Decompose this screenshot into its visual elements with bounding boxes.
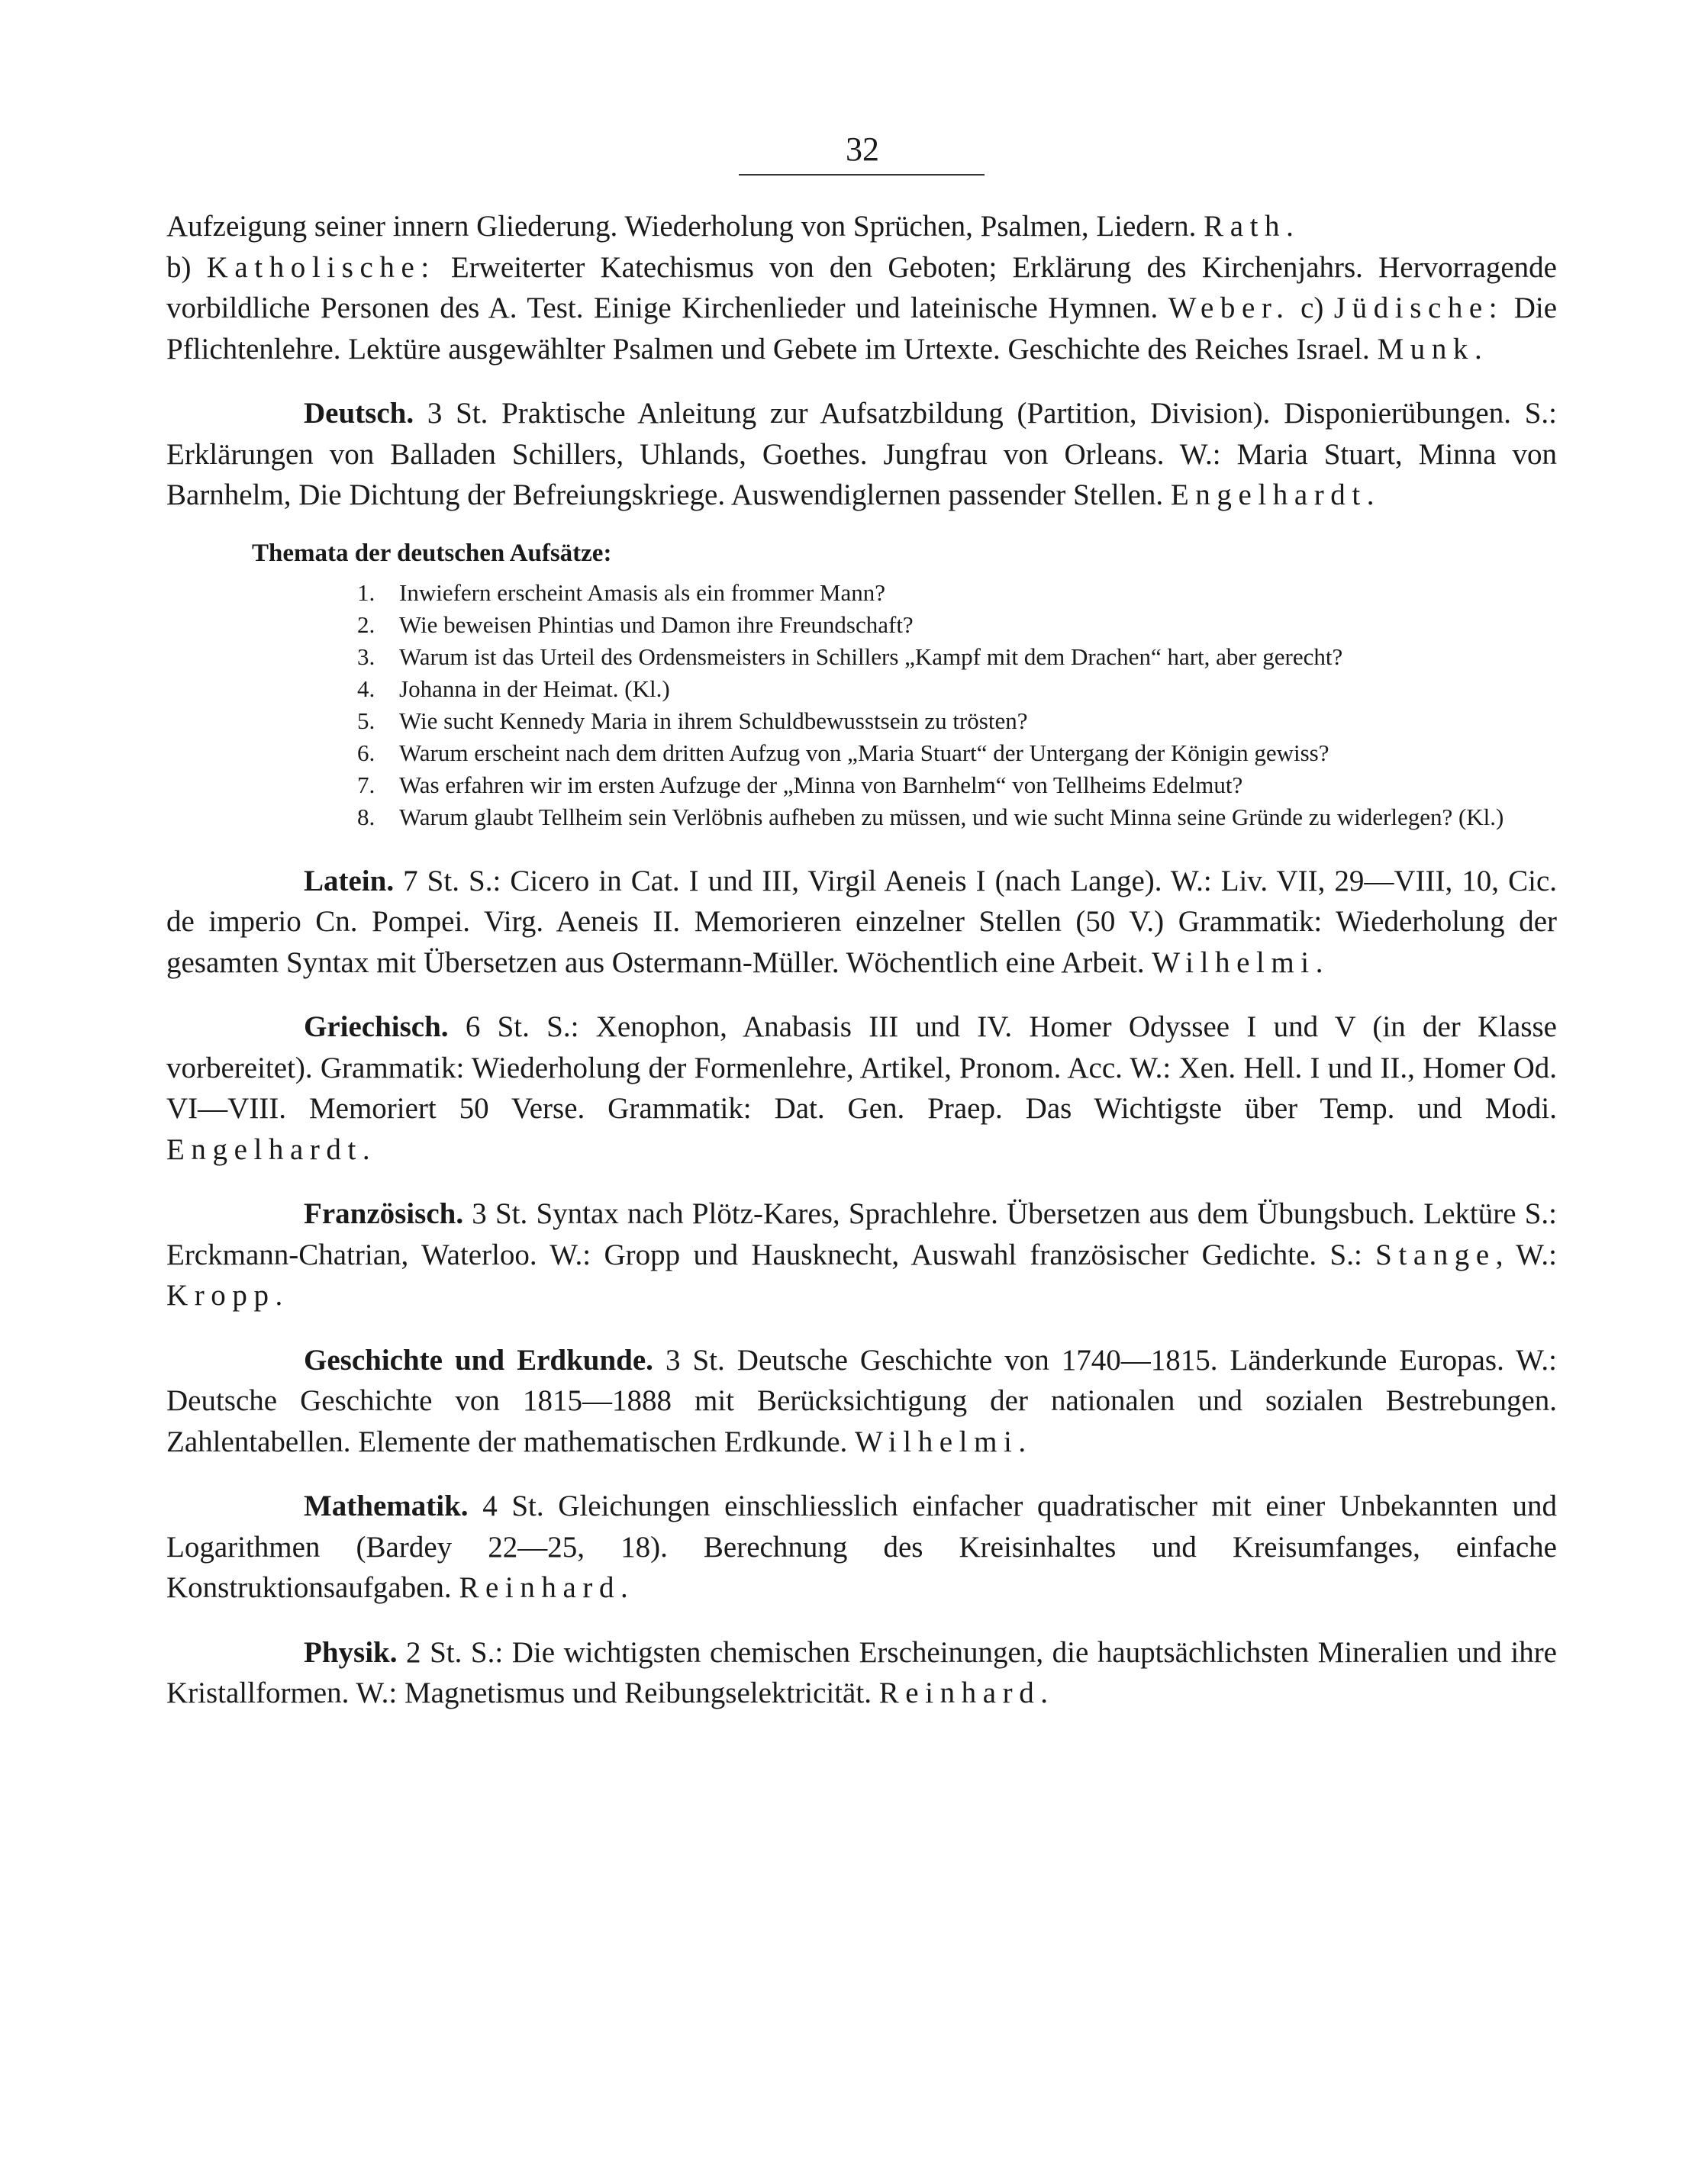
themata-number: 6. xyxy=(357,739,375,766)
franzoesisch-heading: Französisch. xyxy=(304,1197,464,1230)
physik-teacher: Reinhard. xyxy=(878,1677,1055,1709)
themata-number: 5. xyxy=(357,707,375,734)
list-item xyxy=(166,737,1557,769)
latein-heading: Latein. xyxy=(304,864,395,897)
page-number-rule xyxy=(739,174,985,176)
list-item xyxy=(166,641,1557,673)
physik-paragraph xyxy=(166,1632,1557,1714)
themata-number: 8. xyxy=(357,803,375,830)
franzoesisch-teacher-stange: Stange xyxy=(1375,1238,1496,1271)
latein-text: 7 St. S.: Cicero in Cat. I und III, Virgil Aeneis I (nach Lange). W.: Liv. VII, 29—VIII, 10, Cic. de imperio Cn. Pompei. Virg. Aeneis II. Memorieren einzelner Stellen (50 V.) Grammatik: Wiederholung der gesamten Syntax mit Übersetzen aus Ostermann-Müller. Wöchentlich eine Arbeit. xyxy=(166,864,1557,979)
page-number: 32 xyxy=(846,130,879,168)
franzoesisch-teacher-kropp: Kropp. xyxy=(166,1279,289,1312)
religion-evangelisch-text: Aufzeigung seiner innern Gliederung. Wiederholung von Sprüchen, Psalmen, Liedern. xyxy=(166,210,1197,243)
physik-text: 2 St. S.: Die wichtigsten chemischen Erscheinungen, die hauptsächlichsten Mineralien und ihre Kristallformen. W.: Magnetismus und Reibungselektricität. xyxy=(166,1635,1557,1709)
themata-text: Wie beweisen Phintias und Damon ihre Freundschaft? xyxy=(399,610,914,638)
religion-katholisch-label: Katholische: xyxy=(206,250,436,284)
themata-text: Wie sucht Kennedy Maria in ihrem Schuldbewusstsein zu trösten? xyxy=(399,707,1028,734)
religion-b-label: b) xyxy=(166,250,207,284)
religion-teacher-weber: Weber. xyxy=(1168,292,1291,324)
page-body xyxy=(166,206,1557,1714)
deutsch-paragraph xyxy=(166,393,1557,516)
mathematik-text: 4 St. Gleichungen einschliesslich einfacher quadratischer mit einer Unbekannten und Logarithmen (Bardey 22—25, 18). Berechnung des Kreisinhaltes und Kreisumfanges, einfache Konstruktionsaufgaben. xyxy=(166,1490,1557,1604)
themata-text: Warum erscheint nach dem dritten Aufzug von „Maria Stuart“ der Untergang der Königin gewiss? xyxy=(399,739,1329,766)
themata-text: Warum glaubt Tellheim sein Verlöbnis aufheben zu müssen, und wie sucht Minna seine Gründe zu widerlegen? (Kl.) xyxy=(399,803,1504,830)
latein-paragraph xyxy=(166,861,1557,984)
physik-heading: Physik. xyxy=(304,1635,398,1669)
griechisch-teacher: Engelhardt. xyxy=(166,1132,377,1166)
religion-paragraph xyxy=(166,206,1557,369)
franzoesisch-paragraph xyxy=(166,1193,1557,1316)
themata-text: Johanna in der Heimat. (Kl.) xyxy=(399,675,670,702)
religion-katholisch-text: Erweiterter Katechismus von den Geboten; Erklärung des Kirchenjahrs. Hervorragende vorbildliche Personen des A. Test. Einige Kirchenlieder und lateinische Hymnen. xyxy=(166,250,1557,324)
geschichte-teacher: Wilhelmi. xyxy=(855,1425,1033,1458)
religion-teacher-munk: Munk. xyxy=(1377,332,1489,366)
deutsch-teacher: Engelhardt. xyxy=(1170,478,1381,511)
list-item xyxy=(166,609,1557,641)
franzoesisch-separator: , W.: xyxy=(1495,1238,1557,1271)
themata-number: 3. xyxy=(357,643,375,670)
themata-title: Themata der deutschen Aufsätze: xyxy=(252,539,612,567)
geschichte-text: 3 St. Deutsche Geschichte von 1740—1815. Länderkunde Europas. W.: Deutsche Geschichte von 1815—1888 mit Berücksichtigung der nationalen und sozialen Bestrebungen. Zahlentabellen. Elemente der mathematischen Erdkunde. xyxy=(166,1343,1557,1458)
geschichte-paragraph xyxy=(166,1340,1557,1463)
religion-juedisch-label: Jüdische: xyxy=(1333,292,1504,324)
franzoesisch-text: 3 St. Syntax nach Plötz-Kares, Sprachlehre. Übersetzen aus dem Übungsbuch. Lektüre S.: Erckmann-Chatrian, Waterloo. W.: Gropp und Hausknecht, Auswahl französischer Gedichte. S.: xyxy=(166,1197,1557,1271)
geschichte-heading: Geschichte und Erdkunde. xyxy=(304,1343,653,1377)
mathematik-teacher: Reinhard. xyxy=(459,1571,635,1604)
religion-teacher-rath: Rath. xyxy=(1204,210,1300,243)
themata-number: 1. xyxy=(357,578,375,606)
mathematik-heading: Mathematik. xyxy=(304,1490,469,1522)
themata-number: 7. xyxy=(357,771,375,798)
list-item xyxy=(166,577,1557,609)
themata-text: Warum ist das Urteil des Ordensmeisters in Schillers „Kampf mit dem Drachen“ hart, aber gerecht? xyxy=(399,643,1343,670)
themata-list xyxy=(166,577,1557,833)
list-item xyxy=(166,705,1557,737)
themata-number: 2. xyxy=(357,610,375,638)
griechisch-paragraph xyxy=(166,1007,1557,1170)
deutsch-heading: Deutsch. xyxy=(304,397,414,430)
themata-text: Was erfahren wir im ersten Aufzuge der „Minna von Barnhelm“ von Tellheims Edelmut? xyxy=(399,771,1243,798)
list-item xyxy=(166,769,1557,801)
list-item xyxy=(166,801,1557,833)
latein-teacher: Wilhelmi. xyxy=(1152,945,1330,979)
griechisch-text: 6 St. S.: Xenophon, Anabasis III und IV. Homer Odyssee I und V (in der Klasse vorbereitet). Grammatik: Wiederholung der Formenlehre, Artikel, Pronom. Acc. W.: Xen. Hell. I und II., Homer Od. VI—VIII. Memoriert 50 Verse. Grammatik: Dat. Gen. Praep. Das Wichtigste über Temp. und Modi. xyxy=(166,1010,1557,1125)
deutsch-text: 3 St. Praktische Anleitung zur Aufsatzbildung (Partition, Division). Disponierübungen. S.: Erklärungen von Balladen Schillers, Uhlands, Goethes. Jungfrau von Orleans. W.: Maria Stuart, Minna von Barnhelm, Die Dichtung der Befreiungskriege. Auswendiglernen passender Stellen. xyxy=(166,397,1557,511)
mathematik-paragraph xyxy=(166,1486,1557,1609)
list-item xyxy=(166,673,1557,705)
themata-text: Inwiefern erscheint Amasis als ein frommer Mann? xyxy=(399,578,886,606)
religion-juedisch-text: Die Pflichtenlehre. Lektüre ausgewählter Psalmen und Gebete im Urtexte. Geschichte des Reiches Israel. xyxy=(166,292,1558,366)
religion-c-label: c) xyxy=(1290,292,1334,324)
griechisch-heading: Griechisch. xyxy=(304,1010,449,1043)
themata-number: 4. xyxy=(357,675,375,702)
